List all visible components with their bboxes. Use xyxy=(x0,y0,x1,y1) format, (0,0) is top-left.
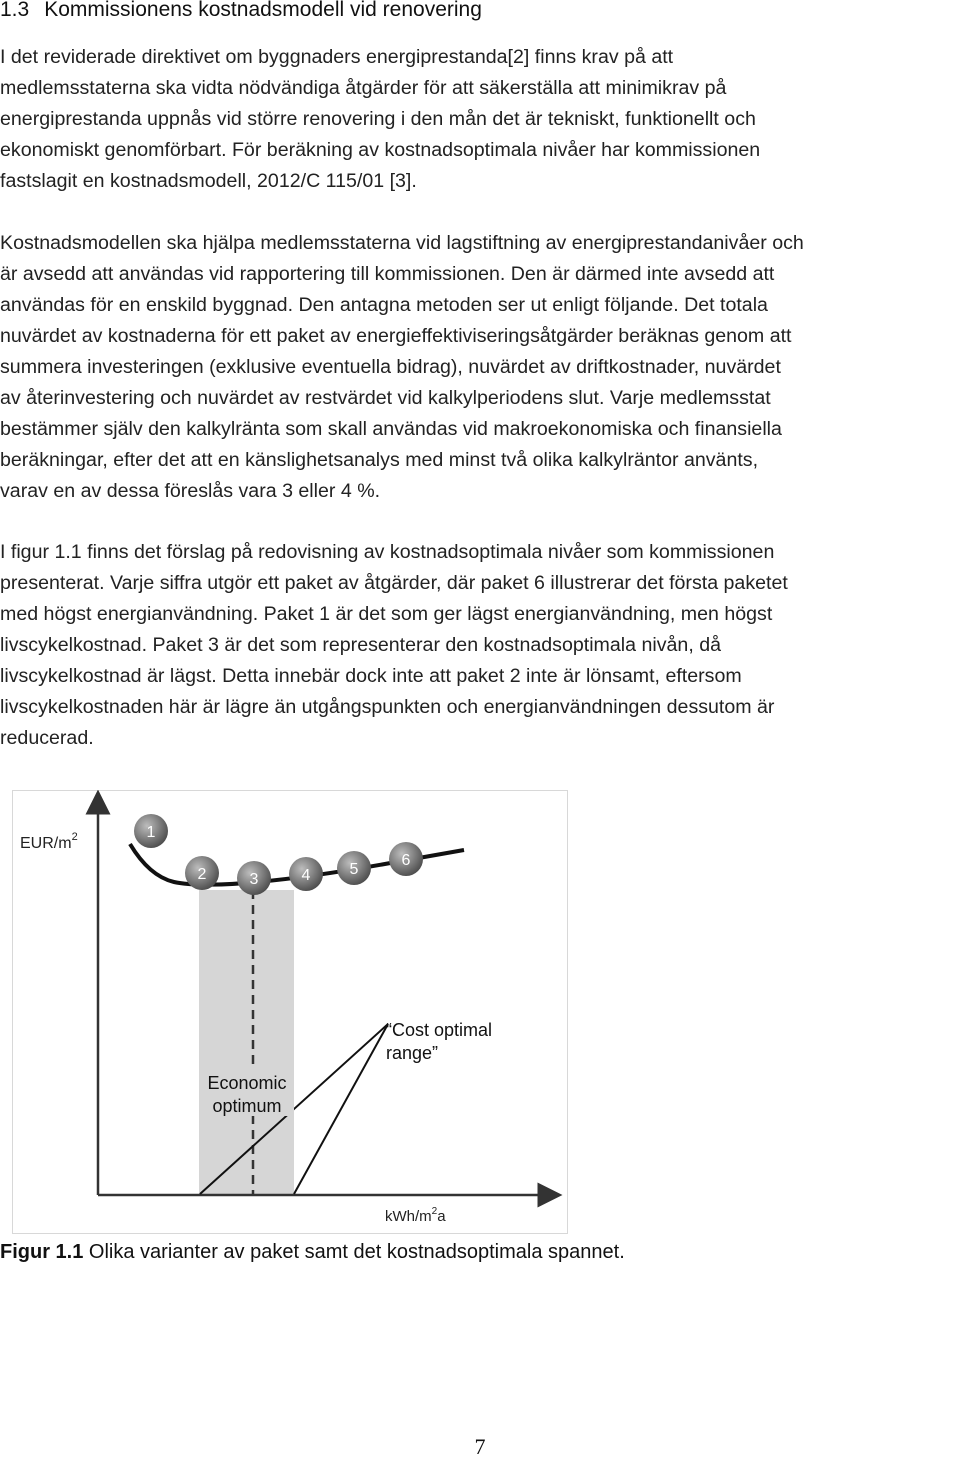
svg-text:“Cost optimal: “Cost optimal xyxy=(386,1020,493,1040)
section-number: 1.3 xyxy=(0,0,30,21)
paragraph-line: nuvärdet av kostnaderna för ett paket av energieffektiviseringsåtgärder beräknas genom att xyxy=(0,325,792,347)
paragraph-line: varav en av dessa föreslås vara 3 eller 4 %. xyxy=(0,480,381,502)
svg-text:range”: range” xyxy=(386,1043,439,1063)
paragraph-line: summera investeringen (exklusive eventuella bidrag), nuvärdet av driftkostnader, nuvärdet xyxy=(0,356,781,378)
paragraph-line: Kostnadsmodellen ska hjälpa medlemsstaterna vid lagstiftning av energiprestandanivåer och xyxy=(0,232,804,254)
paragraph-line: användas för en enskild byggnad. Den antagna metoden ser ut enligt följande. Det totala xyxy=(0,294,768,316)
package-marker xyxy=(185,856,219,890)
package-marker xyxy=(337,851,371,885)
paragraph-line: livscykelkostnaden här är lägre än utgångspunkten och energianvändningen dessutom är xyxy=(0,696,775,718)
package-label: 3 xyxy=(249,871,259,888)
package-label: 1 xyxy=(146,824,156,841)
paragraph-line: reducerad. xyxy=(0,727,94,749)
y-axis-label: EUR/$m^2$ xyxy=(20,831,78,852)
paragraph-line: av återinvestering och nuvärdet av restvärdet vid kalkylperiodens slut. Varje medlemsstat xyxy=(0,387,771,409)
package-label: 2 xyxy=(197,866,207,883)
cost-optimal-diagram xyxy=(12,790,568,1234)
paragraph-line: ekonomiskt genomförbart. För beräkning av kostnadsoptimala nivåer har kommissionen xyxy=(0,139,761,161)
section-heading xyxy=(0,0,482,22)
x-axis-label: kWh/$m^2a$ xyxy=(385,1206,446,1225)
paragraph-1 xyxy=(0,42,958,197)
economic-optimum-annotation xyxy=(200,1068,294,1116)
paragraph-line: I figur 1.1 finns det förslag på redovisning av kostnadsoptimala nivåer som kommissionen xyxy=(0,541,775,563)
svg-text:optimum: optimum xyxy=(212,1096,282,1116)
figure-caption-label: Figur 1.1 xyxy=(0,1241,84,1263)
package-label: 4 xyxy=(301,867,311,884)
paragraph-2 xyxy=(0,228,958,507)
paragraph-line: beräkningar, efter det att en känslighetsanalys med minst två olika kalkylräntor använts, xyxy=(0,449,759,471)
paragraph-line: är avsedd att användas vid rapportering till kommissionen. Den är därmed inte avsedd att xyxy=(0,263,775,285)
paragraph-line: I det reviderade direktivet om byggnaders energiprestanda[2] finns krav på att xyxy=(0,46,674,68)
paragraph-line: bestämmer själv den kalkylränta som skall användas vid makroekonomiska och finansiella xyxy=(0,418,782,440)
paragraph-line: energiprestanda uppnås vid större renovering i den mån det är tekniskt, funktionellt och xyxy=(0,108,756,130)
package-label: 6 xyxy=(401,852,411,869)
package-marker xyxy=(289,857,323,891)
package-marker xyxy=(237,861,271,895)
paragraph-3 xyxy=(0,537,958,754)
package-marker xyxy=(134,814,168,848)
figure-caption-text: Olika varianter av paket samt det kostnadsoptimala spannet. xyxy=(83,1241,625,1263)
package-marker xyxy=(389,842,423,876)
figure-caption xyxy=(0,1241,625,1264)
cost-optimal-range-area xyxy=(199,890,294,1195)
package-label: 5 xyxy=(349,861,359,878)
svg-text:Economic: Economic xyxy=(207,1073,287,1093)
paragraph-line: fastslagit en kostnadsmodell, 2012/C 115/01 [3]. xyxy=(0,170,417,192)
paragraph-line: livscykelkostnad. Paket 3 är det som representerar den kostnadsoptimala nivån, då xyxy=(0,634,721,656)
paragraph-line: medlemsstaterna ska vidta nödvändiga åtgärder för att säkerställa att minimikrav på xyxy=(0,77,727,99)
paragraph-line: presenterat. Varje siffra utgör ett paket av åtgärder, där paket 6 illustrerar det första paketet xyxy=(0,572,788,594)
cost-optimal-figure xyxy=(12,790,568,1234)
paragraph-line: livscykelkostnad är lägst. Detta innebär dock inte att paket 2 inte är lönsamt, eftersom xyxy=(0,665,742,687)
paragraph-line: med högst energianvändning. Paket 1 är det som ger lägst energianvändning, men högst xyxy=(0,603,773,625)
page-number: 7 xyxy=(474,1434,486,1459)
section-title: Kommissionens kostnadsmodell vid renovering xyxy=(44,0,482,21)
